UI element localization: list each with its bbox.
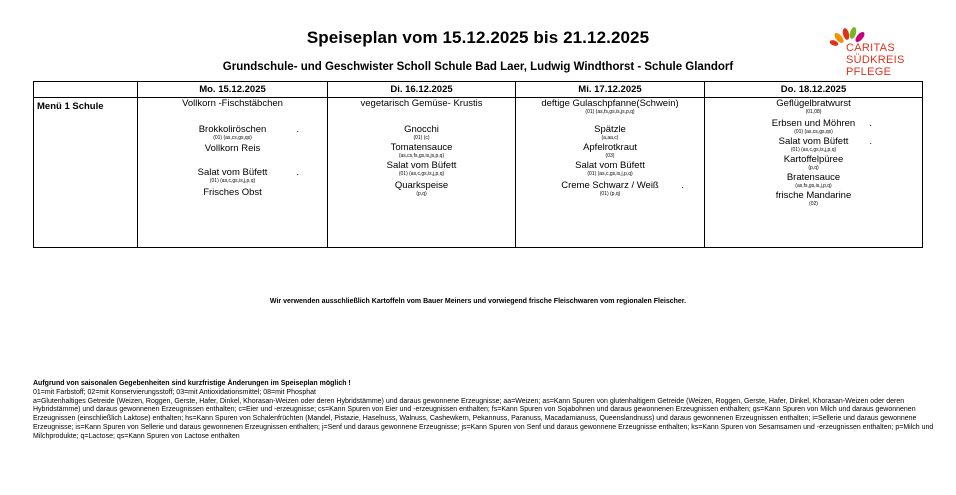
dish-codes: (01) (c) [413,135,430,141]
day-cell-thursday [705,98,923,248]
dish-name: Quarkspeise [394,180,449,191]
dish-name: Geflügelbratwurst [776,98,851,109]
dish-name: deftige Gulaschpfanne(Schwein) [541,98,679,109]
logo-line-2: SÜDKREIS [846,54,905,66]
dish-codes: (as,fs,gs,is,j,p,q) [795,183,832,189]
dish [138,98,327,109]
page-title: Speiseplan vom 15.12.2025 bis 21.12.2025 [306,28,650,47]
dish-codes: (01) (as,cs,gs,qs) [794,129,833,135]
dish [516,160,704,177]
day-header-thursday: Do. 18.12.2025 [705,82,923,98]
dish [328,160,515,177]
dish [138,167,327,184]
dish-name: Apfelrotkraut [583,142,637,153]
legend-allergens: a=Glutenhaltiges Getreide (Weizen, Roggen, Gerste, Hafer, Dinkel, Khorasan-Weizen oder deren Hybridstämme) und daraus gewonnene Erzeugnisse; aa=Weizen; as=Kann Spuren von glutenhaltigem Getreide (Weizen, Roggen, Gerste, Hafer, Dinkel, Khorasan-Weizen oder deren Hybridstämme) und daraus gewonnenen Erzeugnissen enthalten; c=Eier und -erzeugnisse; cs=Kann Spuren von Eier und -erzeugnissen enthalten; fs=Kann Spuren von Sojabohnen und daraus gewonnenen Erzeugnissen enthalten; gs=Kann Spuren von Milch und daraus gewonnenen Erzeugnissen (einschließlich Laktose) enthalten; hs=Kann Spuren von Schalenfrüchten (Mandel, Pistazie, Haselnuss, Walnuss, Cashewkern, Pekannuss, Paranuss, Macadamianuss, Queenslandnuss) und daraus gewonnenen Erzeugnissen enthalten; i=Sellerie und daraus gewonnene Erzeugnisse; is=Kann Spuren von Sellerie und daraus gewonnenen Erzeugnissen enthalten; j=Senf und daraus gewonnene Erzeugnisse; js=Kann Spuren von Senf und daraus gewonnene Erzeugnisse enthalten; ks=Kann Spuren von Sesamsamen und -erzeugnissen enthalten; p=Milch und Milchprodukte; q=Lactose; qs=Kann Spuren von Lactose enthalten [33,397,934,440]
dish-name: Spätzle [594,124,626,135]
dish [328,180,515,197]
dish [705,98,922,115]
decorative-dot: . [869,118,872,128]
legend-additives: 01=mit Farbstoff; 02=mit Konservierungsstoff; 03=mit Antioxidationsmittel; 08=mit Phosphat [33,388,317,396]
dish-codes: (01) (as,c,gs,is,j,p,q) [790,147,837,153]
sourcing-note: Wir verwenden ausschließlich Kartoffeln vom Bauer Meiners und vorwiegend frische Fleischwaren vom regionalen Fleischer. [269,298,687,305]
dish-codes: (01) (as,c,gs,is,j,p,q) [587,171,633,177]
dish [516,142,704,159]
dish-name: Vollkorn Reis [204,143,261,154]
dish-name: Vollkorn -Fischstäbchen [182,98,283,109]
dish [705,154,922,171]
decorative-dot: . [296,167,299,177]
dish-codes: (01,08) [805,109,822,115]
school-subtitle: Grundschule- und Geschwister Scholl Schule Bad Laer, Ludwig Windthorst - Schule Glandorf [222,61,734,73]
dish [516,180,704,197]
dish-codes: (01) (as,cs,gs,qs) [213,135,252,141]
dish-codes: (02) [809,201,818,207]
dish-name: Creme Schwarz / Weiß [561,180,659,191]
day-header-wednesday: Mi. 17.12.2025 [516,82,705,98]
dish-name: Kartoffelpüree [783,154,844,165]
decorative-dot: . [869,136,872,146]
dish [705,172,922,189]
dish [138,124,327,141]
dish [328,142,515,159]
dish-name: Salat vom Büfett [575,160,645,171]
dish [138,187,327,198]
dish-codes: (p,q) [808,165,819,171]
dish-name: vegetarisch Gemüse- Krustis [360,98,483,109]
dish-name: Frisches Obst [203,187,262,198]
dish [516,124,704,141]
row-label: Menü 1 Schule [34,98,138,248]
day-header-monday: Mo. 15.12.2025 [138,82,328,98]
decorative-dot: . [296,124,299,134]
dish [328,98,515,109]
dish-codes: (01) (as,fs,gs,is,js,p,q) [585,109,635,115]
dish [705,190,922,207]
dish [138,143,327,154]
dish-name: Gnocchi [404,124,439,135]
dish-name: Salat vom Büfett [197,167,268,178]
dish-name: frische Mandarine [775,190,852,201]
day-cell-monday [138,98,328,248]
dish-name: Erbsen und Möhren [771,118,856,129]
dish-name: Bratensauce [786,172,841,183]
dish-codes: (as,cs,fs,gs,is,js,p,q) [398,153,445,159]
dish-codes: (01) (as,c,gs,is,j,p,q) [398,171,445,177]
empty-header-cell [34,82,138,98]
table-header-row [34,82,923,98]
day-cell-tuesday [328,98,516,248]
dish-name: Salat vom Büfett [386,160,457,171]
dish [705,118,922,135]
menu-table [33,81,923,248]
dish-codes: (01) (as,c,gs,is,j,p,q) [209,178,256,184]
day-cell-wednesday [516,98,705,248]
caritas-logo [826,26,926,84]
dish [328,124,515,141]
dish-codes: (01) (p,q) [599,191,621,197]
dish-codes: (p,q) [416,191,427,197]
decorative-dot: . [681,180,684,190]
legend [33,380,945,442]
legend-heading: Aufgrund von saisonalen Gegebenheiten sind kurzfristige Änderungen im Speiseplan möglich ! [33,380,351,387]
logo-line-3: PFLEGE [846,66,892,78]
dish-name: Salat vom Büfett [778,136,849,147]
dish-name: Tomatensauce [390,142,453,153]
day-header-tuesday: Di. 16.12.2025 [328,82,516,98]
dish-name: Brokkoliröschen [198,124,267,135]
logo-line-1: CARITAS [846,42,895,54]
dish-codes: (03) [605,153,615,159]
dish-codes: (a,aa,c) [601,135,619,141]
dish [516,98,704,115]
dish [705,136,922,153]
menu-row [34,98,923,248]
